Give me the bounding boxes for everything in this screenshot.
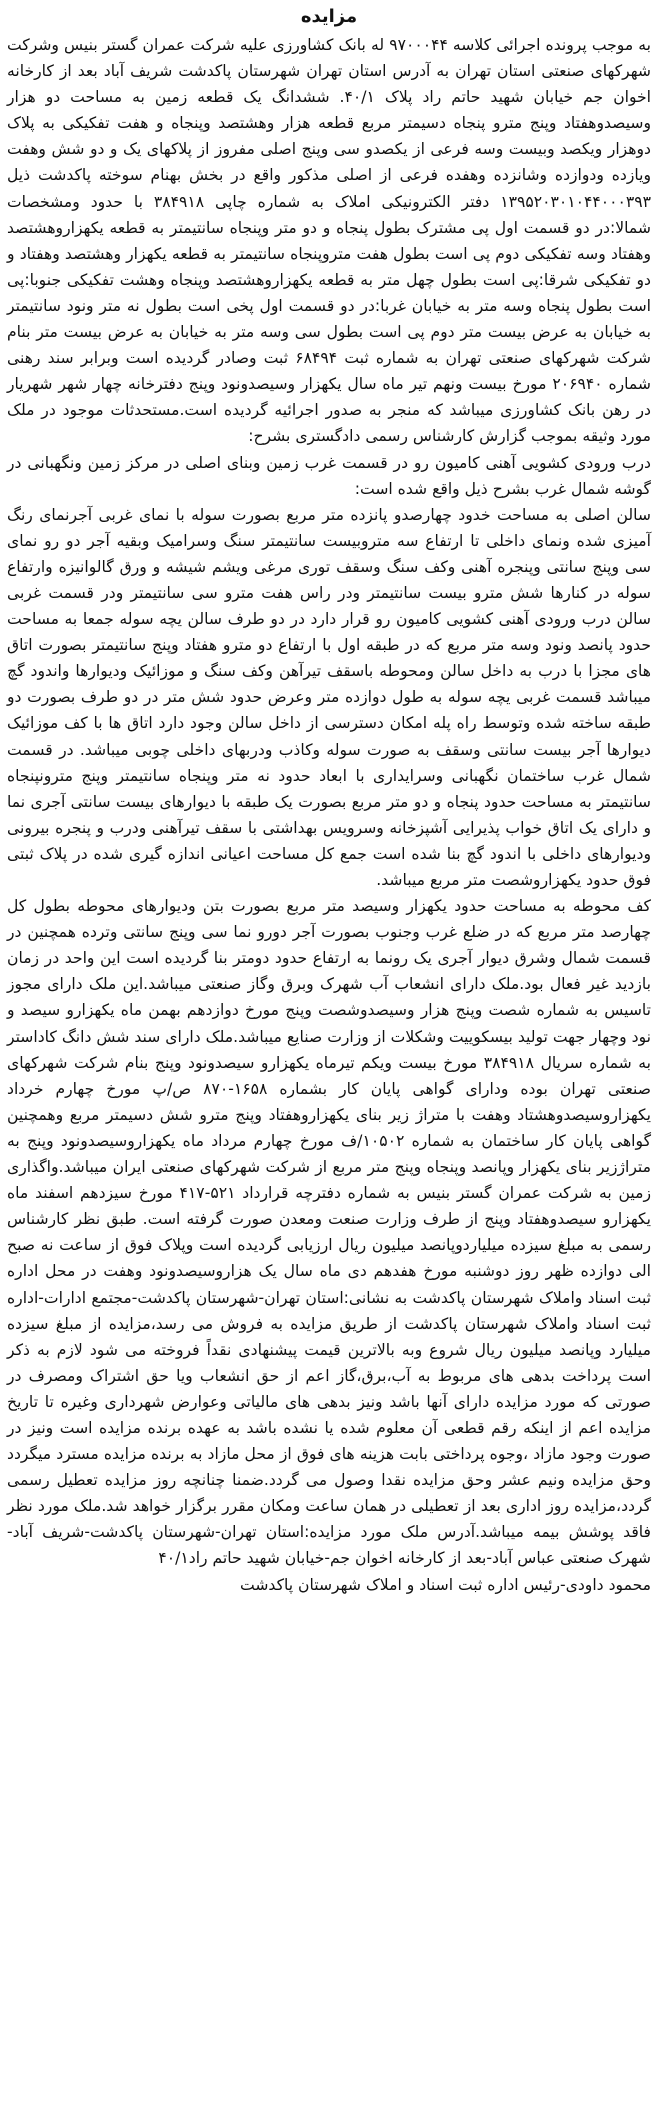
notice-paragraph: به موجب پرونده اجرائی کلاسه ۹۷۰۰۰۴۴ له بانک کشاورزی علیه شرکت عمران گستر بنیس وشرکت شهرکهای صنعتی استان تهران به آدرس استان تهران شهرستان پاکدشت شریف آباد بعد از کارخانه اخوان جم خیابان شهید حاتم راد پلاک ۴۰/۱. ششدانگ یک قطعه زمین به مساحت دو هزار وسیصدوهفتاد وپنج مترو پنجاه دسیمتر مربع قطعه هزار وهشتصد وپنجاه و هفت تفکیکی به پلاک دوهزار ویکصد وبیست وسه فرعی از یکصدو سی وپنج اصلی مفروز از پلاکهای یک و دو شش وهفت ویازده ودوازده وشانزده وهفده فرعی از اصلی مذکور واقع در بخش بهنام سوخته پاکدشت ذیل ۱۳۹۵۲۰۳۰۱۰۴۴۰۰۰۳۹۳ دفتر الکترونیکی املاک به شماره چاپی ۳۸۴۹۱۸ با حدود ومشخصات شمالا:در دو قسمت اول پی مشترک بطول پنجاه و دو متر وپنجاه سانتیمتر به قطعه یکهزاروهشتصد وهفتاد وسه تفکیکی دوم پی است بطول هفت متروپنجاه سانتیمتر به قطعه یکهزار وهشتصد وهفتاد و دو تفکیکی شرقا:پی است بطول چهل متر به قطعه یکهزاروهشتصد وپنجاه وهشت تفکیکی جنوبا:پی است بطول پنجاه وسه متر به خیابان غربا:در دو قسمت اول پخی است بطول نه متر ونود سانتیمتر به خیابان به عرض بیست متر دوم پی است بطول سی وسه متر به خیابان به عرض بیست متر بنام شرکت شهرکهای صنعتی تهران به شماره ثبت ۶۸۴۹۴ ثبت وصادر گردیده است وبرابر سند رهنی شماره ۲۰۶۹۴۰ مورخ بیست ونهم تیر ماه سال یکهزار وسیصدونود وپنج دفترخانه چهار شهر شهریار در رهن بانک کشاورزی میباشد که منجر به صدور اجرائیه گردیده است.مستحدثات موجود در ملک مورد وثیقه بموجب گزارش کارشناس رسمی دادگستری بشرح: [7, 36, 652, 446]
notice-paragraph: کف محوطه به مساحت حدود یکهزار وسیصد متر مربع بصورت بتن ودیوارهای محوطه بطول کل چهارصد متر مربع که در ضلع غرب وجنوب بصورت آجر دورو نما سی وپنج سانتی وترده همچنین در قسمت شمال وشرق دیوار آجری یک رونما به ارتفاع حدود دومتر بنا گردیده است این واحد در زمان بازدید غیر فعال بود.ملک دارای انشعاب آب شهرک وبرق وگاز صنعتی میباشد.این ملک دارای مجوز تاسیس به شماره شصت وپنج هزار وسیصدوشصت وپنج مورخ دوازدهم بهمن ماه یکهزارو سیصد و نود وچهار جهت تولید بیسکوییت وشکلات از وزارت صنایع میباشد.ملک دارای سند شش دانگ کاداستر به شماره سریال ۳۸۴۹۱۸ مورخ بیست ویکم تیرماه یکهزارو سیصدونود وپنج بنام شرکت شهرکهای صنعتی تهران بوده ودارای گواهی پایان کار بشماره ۱۶۵۸-۸۷۰ ص/پ مورخ چهارم خرداد یکهزاروسیصدوهشتاد وهفت با متراژ زیر بنای یکهزاروهفتاد وپنج مترو شش دسیمتر مربع وهمچنین گواهی پایان کار ساختمان به شماره ۱۰۵۰۲/ف مورخ چهارم مرداد ماه یکهزاروسیصدونود وپنج به متراژزیر بنای یکهزار وپانصد وپنجاه وپنج متر مربع از شرکت شهرکهای صنعتی ایران میباشد.واگذاری زمین به شرکت عمران گستر بنیس به شماره دفترچه قرارداد ۵۲۱-۴۱۷ مورخ سیزدهم اسفند ماه یکهزارو سیصدوهفتاد وپنج از طرف وزارت صنعت ومعدن صورت گرفته است. طبق نظر کارشناس رسمی به مبلغ سیزده میلیاردوپانصد میلیون ریال ارزیابی گردیده است وپلاک فوق از ساعت نه صبح الی دوازده ظهر روز دوشنبه مورخ هفدهم دی ماه سال یک هزاروسیصدونود وهفت در محل اداره ثبت اسناد واملاک شهرستان پاکدشت به نشانی:استان تهران-شهرستان پاکدشت-مجتمع ادارات-اداره ثبت اسناد واملاک شهرستان پاکدشت از طریق مزایده به فروش می رسد،مزایده از مبلغ سیزده میلیارد وپانصد میلیون ریال شروع وبه بالاترین قیمت پیشنهادی نقداً فروخته می شود لازم به ذکر است پرداخت بدهی های مربوط به آب،برق،گاز اعم از حق انشعاب ویا حق اشتراک ومصرف در صورتی که مورد مزایده دارای آنها باشد ونیز بدهی های مالیاتی وعوارض شهرداری وغیره تا تاریخ مزایده اعم از اینکه رقم قطعی آن معلوم شده یا نشده باشد به عهده برنده مزایده است ونیز در صورت وجود مازاد ،وجوه پرداختی بابت هزینه های فوق از محل مازاد به برنده مزایده مسترد میگردد وحق مزایده ونیم عشر وحق مزایده نقدا وصول می گردد.ضمنا چنانچه روز مزایده تعطیل رسمی گردد،مزایده روز اداری بعد از تعطیلی در همان ساعت ومکان مقرر برگزار خواهد شد.ملک مورد نظر فاقد پوشش بیمه میباشد.آدرس ملک مورد مزایده:استان تهران-شهرستان پاکدشت-شریف آباد-شهرک صنعتی عباس آباد-بعد از کارخانه اخوان جم-خیابان شهید حاتم راد۴۰/۱ [7, 897, 651, 1568]
notice-signature: محمود داودی-رئیس اداره ثبت اسناد و املاک شهرستان پاکدشت [240, 1575, 651, 1594]
notice-title: مزایده [300, 6, 358, 27]
notice-paragraph: سالن اصلی به مساحت خدود چهارصدو پانزده متر مربع بصورت سوله با نمای غربی آجرنمای رنگ آمیزی شده ونمای داخلی تا ارتفاع سه متروبیست سانتیمتر سنگ وسرامیک وبقیه آجر دو رو نمای سی وپنج سانتی وپنجره آهنی وکف سنگ وسقف توری مرغی ویشم شیشه و ورق گالوانیزه وارتفاع سوله در کنارها شش مترو بیست سانتیمتر ودر راس هفت مترو سی سانتیمتر ودر قسمت غربی سالن درب ورودی آهنی کشویی کامیون رو قرار دارد در دو طرف سالن یچه سوله جمعا به مساحت حدود پانصد ونود وسه متر مربع که در طبقه اول با ارتفاع دو مترو هفتاد وپنج سانتیمتر بصورت اتاق های مجزا با درب به داخل سالن ومحوطه باسقف تیرآهن وکف سنگ و موزائیک ودیوارها واندود گچ میباشد قسمت غربی یچه سوله به طول دوازده متر وعرض حدود شش متر در دو طرف بصورت دو طبقه ساخته شده وتوسط راه پله امکان دسترسی از داخل سالن وجود دارد اتاق ها با کف موزائیک دیوارها آجر بیست سانتی وسقف به صورت سوله وکاذب ودربهای داخلی چوبی میباشد. در قسمت شمال غرب ساختمان نگهبانی وسرایداری با ابعاد حدود نه متر وپنجاه سانتیمتر وپنج مترونپنجاه سانتیمتر به مساحت حدود پنجاه و دو متر مربع بصورت یک طبقه با دیوارهای بیست سانتی آجری نما و دارای یک اتاق خواب پذیرایی آشپزخانه وسرویس بهداشتی با سقف تیرآهنی ودرب و پنجره بیرونی ودیوارهای داخلی با اندود گچ بنا شده است جمع کل مساحت اعیانی اندازه گیری شده در پلاک ثبتی فوق حدود یکهزاروشصت متر مربع میباشد. [7, 505, 651, 889]
notice-paragraph: درب ورودی کشویی آهنی کامیون رو در قسمت غرب زمین وبنای اصلی در مرکز زمین ونگهبانی در گوشه شمال غرب بشرح ذیل واقع شده است: [7, 453, 651, 498]
notice-body [7, 32, 651, 1572]
